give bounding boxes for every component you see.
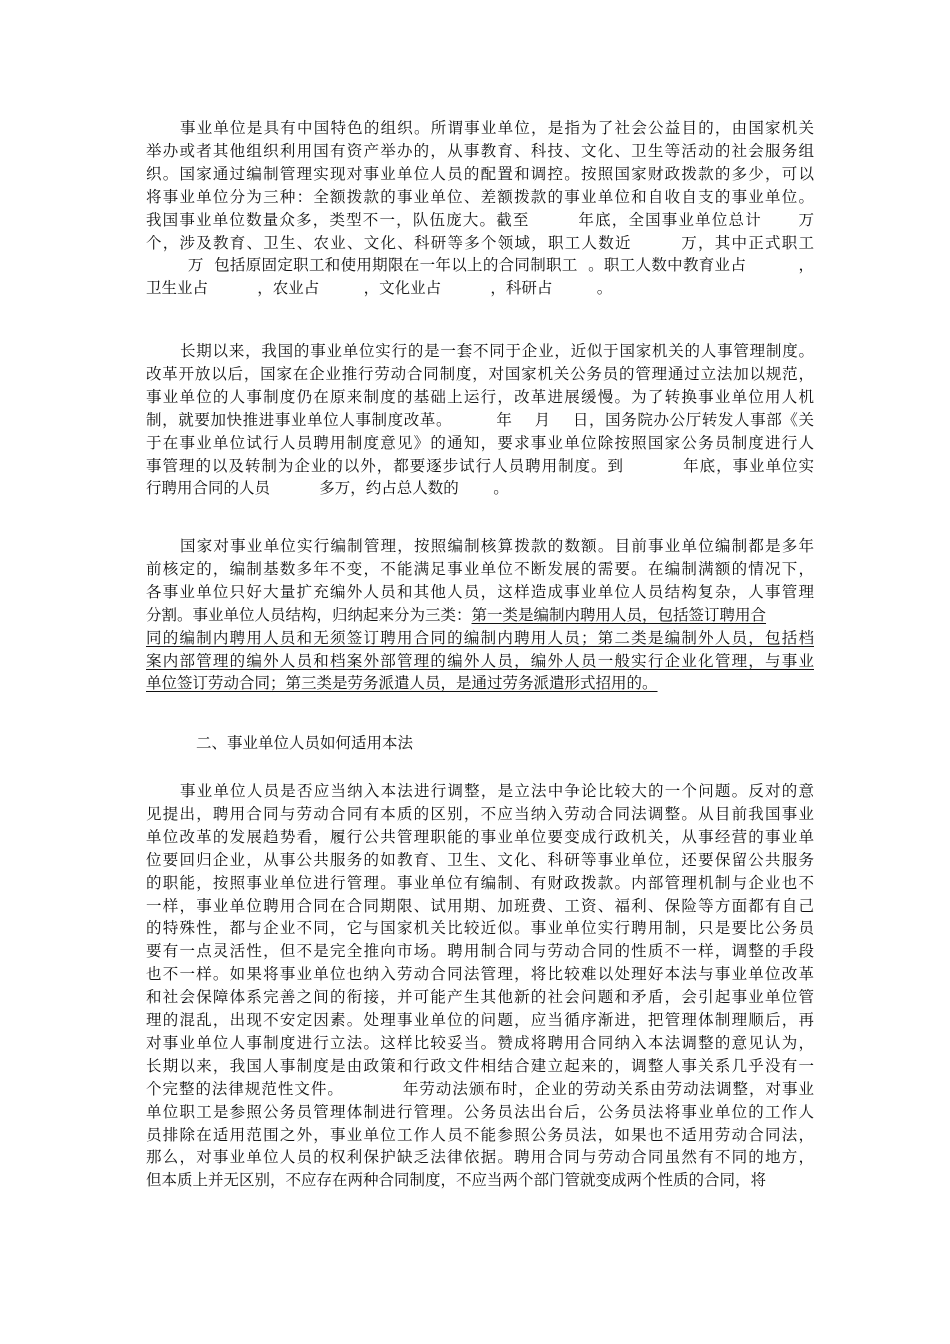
text-line: 也不一样。如果将事业单位也纳入劳动合同法管理，将比较难以处理好本法与事业单位改革 bbox=[146, 965, 814, 984]
text-line bbox=[146, 605, 814, 625]
text-line: 位要回归企业，从事公共服务的如教育、卫生、文化、科研等事业单位，还要保留公共服务 bbox=[146, 850, 814, 869]
text-line: 万 包括原固定职工和使用期限在一年以上的合同制职工 。职工人数中教育业占 ， bbox=[146, 256, 814, 275]
text-line: 制，就要加快推进事业单位人事制度改革。 年 月 日，国务院办公厅转发人事部《关 bbox=[146, 410, 814, 429]
text-line: 事业单位人员是否应当纳入本法进行调整，是立法中争论比较大的一个问题。反对的意 bbox=[180, 782, 814, 800]
text-line: 的职能，按照事业单位进行管理。事业单位有编制、有财政拨款。内部管理机制与企业也不 bbox=[146, 873, 814, 892]
text-line: 将事业单位分为三种：全额拨款的事业单位、差额拨款的事业单位和自收自支的事业单位。 bbox=[146, 187, 814, 206]
text-line: 的特殊性，都与企业不同，它与国家机关比较近似。事业单位实行聘用制，只是要比公务员 bbox=[146, 919, 814, 938]
text-line: 员排除在适用范围之外，事业单位工作人员不能参照公务员法，如果也不适用劳动合同法， bbox=[146, 1125, 814, 1144]
text-line: 我国事业单位数量众多，类型不一，队伍庞大。截至 年底，全国事业单位总计 万 bbox=[146, 210, 814, 229]
text-line: 事业单位的人事制度仍在原来制度的基础上运行，改革进展缓慢。为了转换事业单位用人机 bbox=[146, 387, 814, 406]
underlined-text: 第一类是编制内聘用人员，包括签订聘用合 bbox=[471, 605, 767, 624]
text-line: 国家对事业单位实行编制管理，按照编制核算拨款的数额。目前事业单位编制都是多年 bbox=[180, 537, 814, 555]
text-line: 对事业单位人事制度进行立法。这样比较妥当。赞成将聘用合同纳入本法调整的意见认为， bbox=[146, 1033, 814, 1052]
text-line: 单位职工是参照公务员管理体制进行管理。公务员法出台后，公务员法将事业单位的工作人 bbox=[146, 1102, 814, 1121]
text-line: 案内部管理的编外人员和档案外部管理的编外人员，编外人员一般实行企业化管理，与事业 bbox=[146, 651, 814, 670]
text-line: 理的混乱，出现不安定因素。处理事业单位的问题，应当循序渐进，把管理体制理顺后，再 bbox=[146, 1011, 814, 1029]
text-line: 单位改革的发展趋势看，履行公共管理职能的事业单位要变成行政机关，从事经营的事业单 bbox=[146, 827, 814, 846]
text-line: 二、事业单位人员如何适用本法 bbox=[196, 734, 414, 752]
text-line: 织。国家通过编制管理实现对事业单位人员的配置和调控。按照国家财政拨款的多少，可以 bbox=[146, 164, 814, 183]
text-line: 各事业单位只好大量扩充编外人员和其他人员，这样造成事业单位人员结构复杂，人事管理 bbox=[146, 582, 814, 601]
text-line: 改革开放以后，国家在企业推行劳动合同制度，对国家机关公务员的管理通过立法加以规范， bbox=[146, 364, 814, 383]
text-line: 于在事业单位试行人员聘用制度意见》的通知，要求事业单位除按照国家公务员制度进行人 bbox=[146, 433, 814, 452]
text-line: 个完整的法律规范性文件。 年劳动法颁布时，企业的劳动关系由劳动法调整，对事业 bbox=[146, 1079, 814, 1098]
text-line: 事业单位是具有中国特色的组织。所谓事业单位，是指为了社会公益目的，由国家机关 bbox=[180, 119, 814, 137]
text-line: 长期以来，我国的事业单位实行的是一套不同于企业，近似于国家机关的人事管理制度。 bbox=[180, 342, 814, 360]
text-line: 事管理的以及转制为企业的以外，都要逐步试行人员聘用制度。到 年底，事业单位实 bbox=[146, 456, 814, 475]
text-line: 卫生业占 ，农业占 ，文化业占 ，科研占 。 bbox=[146, 279, 613, 298]
text-line: 单位签订劳动合同；第三类是劳务派遣人员，是通过劳务派遣形式招用的。 bbox=[146, 674, 658, 693]
text-line: 同的编制内聘用人员和无须签订聘用合同的编制内聘用人员；第二类是编制外人员，包括档 bbox=[146, 628, 814, 647]
text-line: 要有一点灵活性，但不是完全推向市场。聘用制合同与劳动合同的性质不一样，调整的手段 bbox=[146, 942, 814, 961]
text-line: 行聘用合同的人员 多万，约占总人数的 。 bbox=[146, 479, 509, 498]
text-line: 见提出，聘用合同与劳动合同有本质的区别，不应当纳入劳动合同法调整。从目前我国事业 bbox=[146, 804, 814, 823]
text-line: 举办或者其他组织利用国有资产举办的，从事教育、科技、文化、卫生等活动的社会服务组 bbox=[146, 141, 814, 160]
text-line: 前核定的，编制基数多年不变，不能满足事业单位不断发展的需要。在编制满额的情况下， bbox=[146, 559, 814, 578]
text-line: 和社会保障体系完善之间的衔接，并可能产生其他新的社会问题和矛盾，会引起事业单位管 bbox=[146, 988, 814, 1007]
text-span: 分割。事业单位人员结构，归纳起来分为三类： bbox=[146, 605, 472, 624]
text-line: 长期以来，我国人事制度是由政策和行政文件相结合建立起来的，调整人事关系几乎没有一 bbox=[146, 1056, 814, 1075]
text-line: 那么，对事业单位人员的权利保护缺乏法律依据。聘用合同与劳动合同虽然有不同的地方， bbox=[146, 1148, 814, 1167]
text-line: 一样，事业单位聘用合同在合同期限、试用期、加班费、工资、福利、保险等方面都有自己 bbox=[146, 896, 814, 915]
text-line: 个，涉及教育、卫生、农业、文化、科研等多个领域，职工人数近 万，其中正式职工 bbox=[146, 233, 814, 252]
text-line: 但本质上并无区别，不应存在两种合同制度，不应当两个部门管就变成两个性质的合同，将 bbox=[146, 1171, 767, 1190]
